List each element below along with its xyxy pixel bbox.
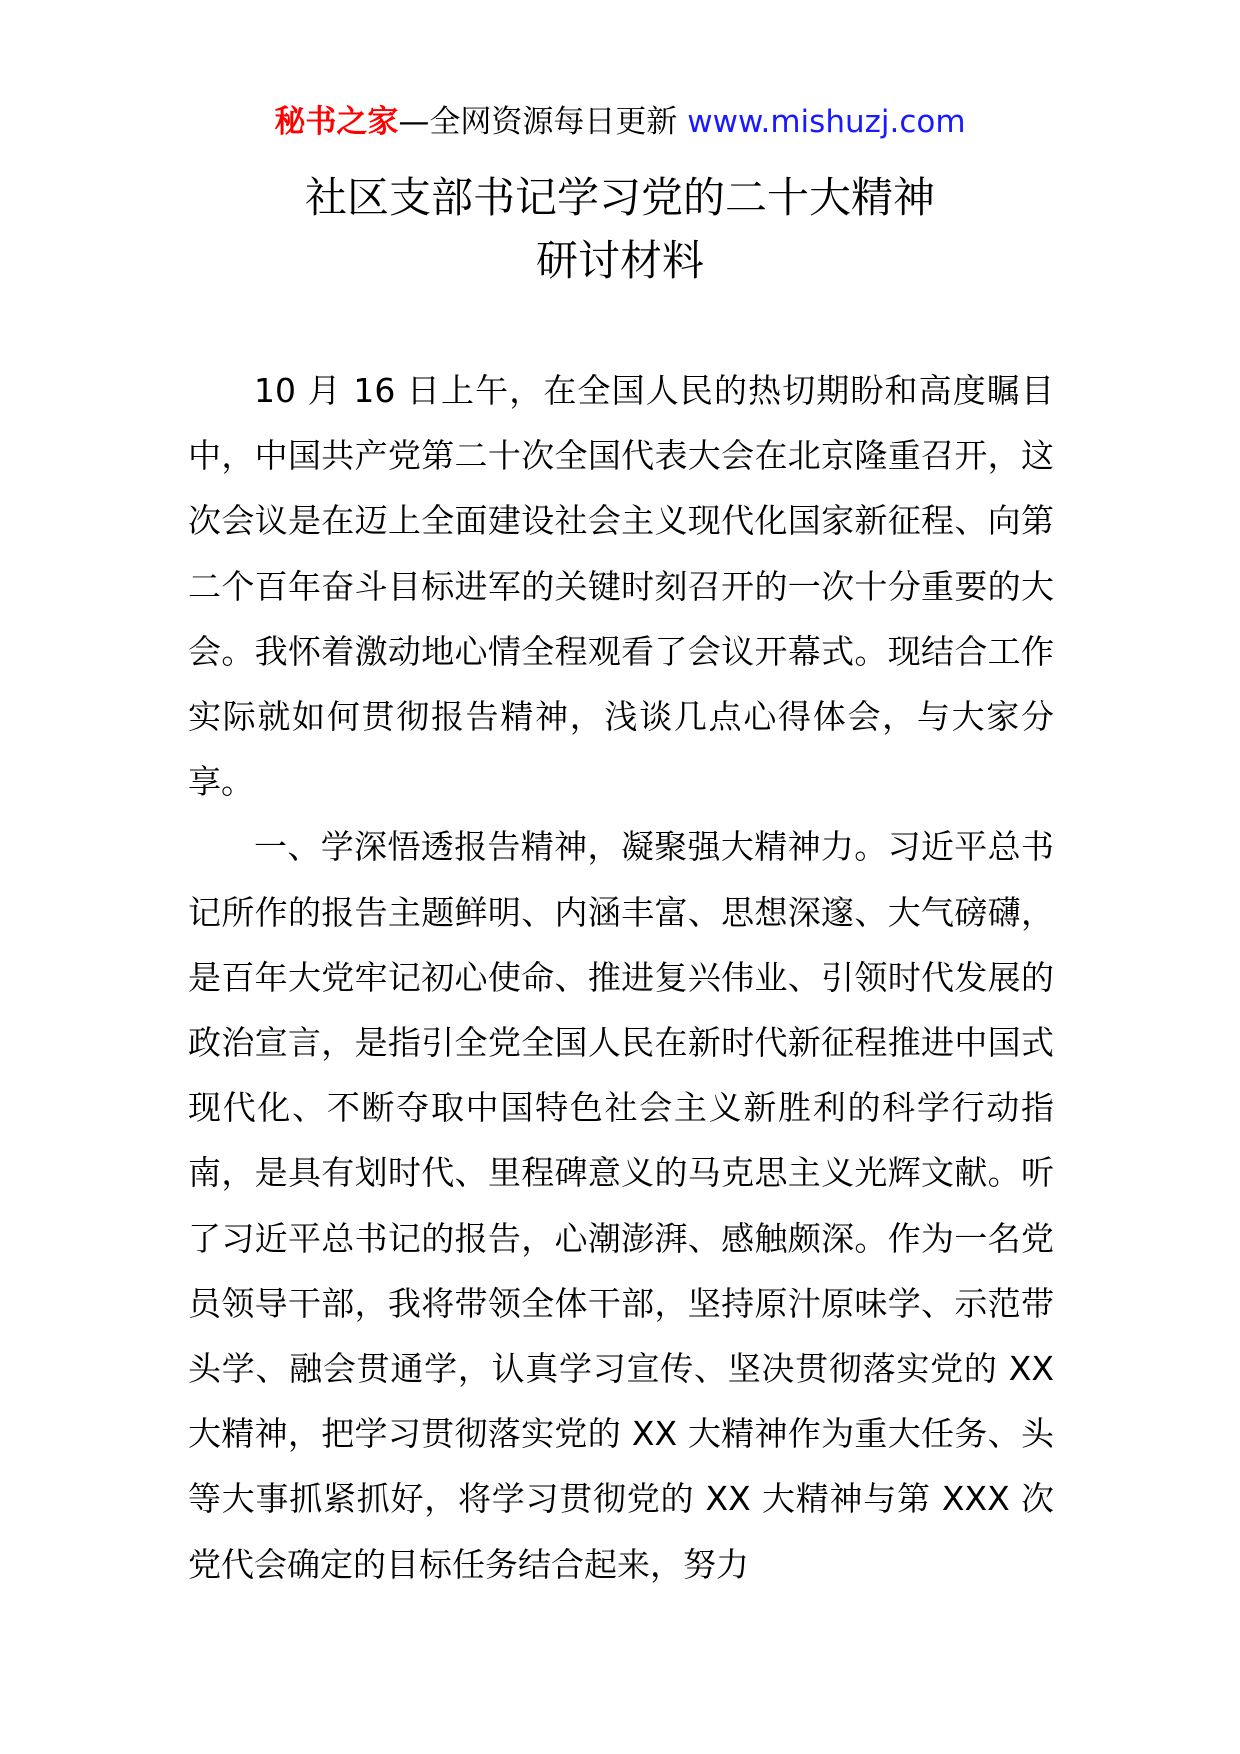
- site-header: [0, 100, 1240, 144]
- paragraph-2: [188, 814, 1054, 1596]
- section-heading-1: 一、学深悟透报告精神，凝聚强大精神力。: [254, 827, 888, 867]
- paragraph-2-text: 习近平总书记所作的报告主题鲜明、内涵丰富、思想深邃、大气磅礴，是百年大党牢记初心使命、推进复兴伟业、引领时代发展的政治宣言，是指引全党全国人民在新时代新征程推进中国式现代化、不断夺取中国特色社会主义新胜利的科学行动指南，是具有划时代、里程碑意义的马克思主义光辉文献。听了习近平总书记的报告，心潮澎湃、感触颇深。作为一名党员领导干部，我将带领全体干部，坚持原汁原味学、示范带头学、融会贯通学，认真学习宣传、坚决贯彻落实党的 XX 大精神，把学习贯彻落实党的 XX 大精神作为重大任务、头等大事抓紧抓好，将学习贯彻党的 XX 大精神与第 XXX 次党代会确定的目标任务结合起来，努力: [188, 827, 1055, 1584]
- brand-name: 秘书之家: [274, 104, 399, 140]
- document-body: [188, 358, 1054, 1597]
- title-line-2: 研讨材料: [535, 236, 704, 285]
- paragraph-1-text: 10 月 16 日上午，在全国人民的热切期盼和高度瞩目中，中国共产党第二十次全国代表大会在北京隆重召开，这次会议是在迈上全面建设社会主义现代化国家新征程、向第二个百年奋斗目标进军的关键时刻召开的一次十分重要的大会。我怀着激动地心情全程观看了会议开幕式。现结合工作实际就如何贯彻报告精神，浅谈几点心得体会，与大家分享。: [188, 371, 1054, 802]
- paragraph-1: [188, 358, 1054, 814]
- site-url-link[interactable]: www.mishuzj.com: [687, 104, 966, 140]
- title-line-1: 社区支部书记学习党的二十大精神: [304, 173, 935, 222]
- header-tagline: —全网资源每日更新: [398, 104, 678, 140]
- document-title: [0, 166, 1240, 292]
